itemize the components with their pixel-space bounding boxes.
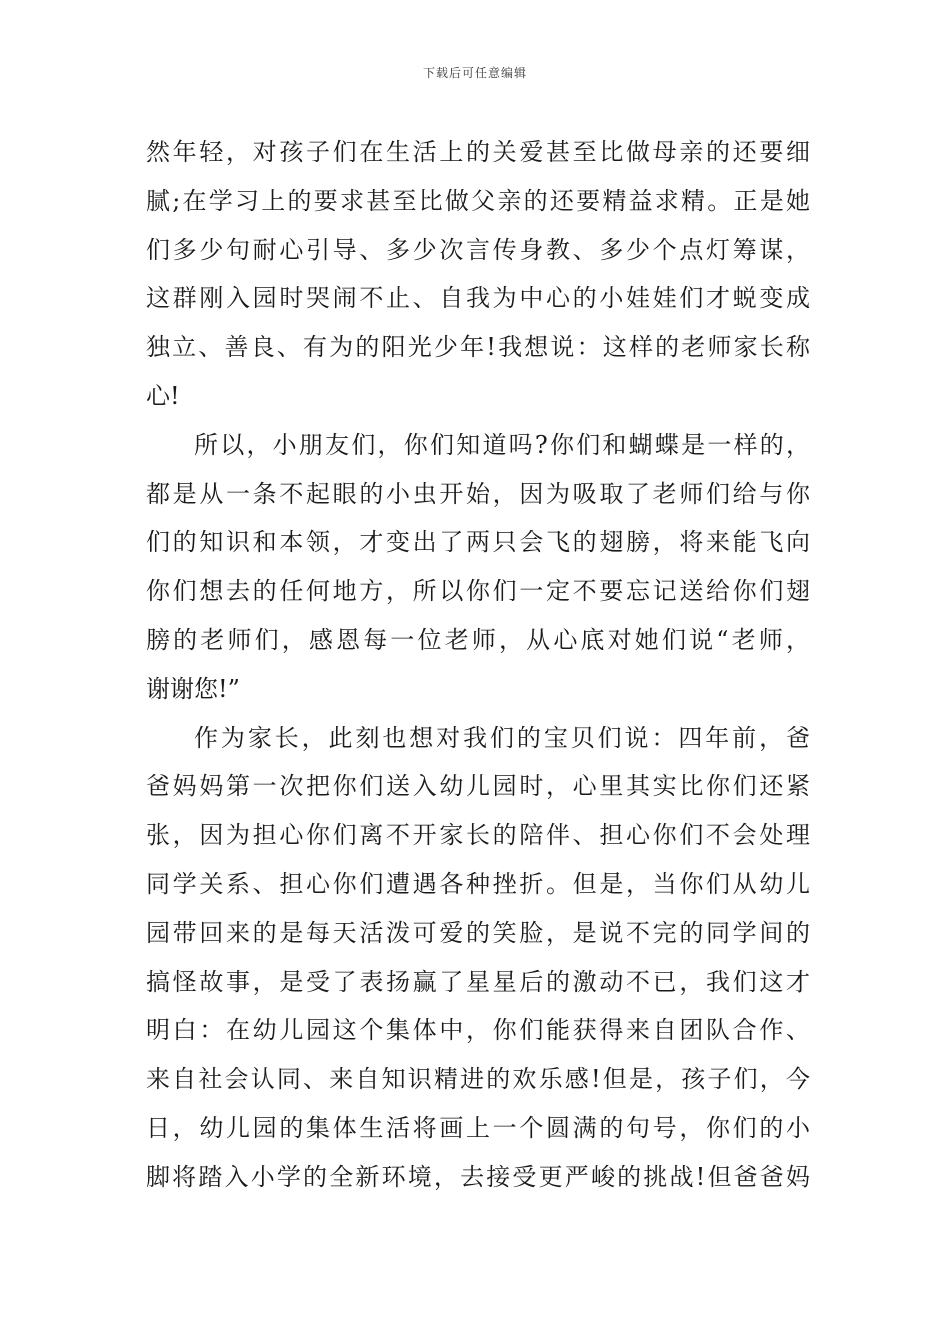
text-line: 谢谢您!” bbox=[146, 674, 240, 703]
text-line: 这群刚入园时哭闹不止、自我为中心的小娃娃们才蜕变成 bbox=[146, 284, 810, 313]
text-line: 都是从一条不起眼的小虫开始，因为吸取了老师们给与你 bbox=[146, 479, 810, 508]
text-line: 园带回来的是每天活泼可爱的笑脸，是说不完的同学间的 bbox=[146, 918, 810, 947]
text-line: 搞怪故事，是受了表扬赢了星星后的激动不已，我们这才 bbox=[146, 967, 810, 996]
text-line: 爸妈妈第一次把你们送入幼儿园时，心里其实比你们还紧 bbox=[146, 772, 810, 801]
text-line: 心! bbox=[146, 381, 180, 410]
text-line: 同学关系、担心你们遭遇各种挫折。但是，当你们从幼儿 bbox=[146, 869, 810, 898]
text-line: 你们想去的任何地方，所以你们一定不要忘记送给你们翅 bbox=[146, 577, 810, 606]
text-line: 腻;在学习上的要求甚至比做父亲的还要精益求精。正是她 bbox=[146, 186, 810, 215]
text-line: 膀的老师们，感恩每一位老师，从心底对她们说“老师， bbox=[146, 625, 810, 654]
text-line: 们多少句耐心引导、多少次言传身教、多少个点灯筹谋， bbox=[146, 235, 810, 264]
text-line: 来自社会认同、来自知识精进的欢乐感!但是，孩子们，今 bbox=[146, 1065, 810, 1094]
paragraph-first-line: 作为家长，此刻也想对我们的宝贝们说：四年前，爸 bbox=[194, 723, 810, 752]
text-line: 明白：在幼儿园这个集体中，你们能获得来自团队合作、 bbox=[146, 1016, 810, 1045]
text-line: 张，因为担心你们离不开家长的陪伴、担心你们不会处理 bbox=[146, 821, 810, 850]
paragraph-first-line: 所以，小朋友们，你们知道吗?你们和蝴蝶是一样的， bbox=[194, 430, 810, 459]
page-header: 下载后可任意编辑 bbox=[422, 66, 527, 80]
document-body bbox=[146, 128, 810, 1202]
text-line: 们的知识和本领，才变出了两只会飞的翅膀，将来能飞向 bbox=[146, 528, 810, 557]
text-line: 独立、善良、有为的阳光少年!我想说：这样的老师家长称 bbox=[146, 333, 810, 362]
text-line: 然年轻，对孩子们在生活上的关爱甚至比做母亲的还要细 bbox=[146, 138, 810, 166]
text-line: 脚将踏入小学的全新环境，去接受更严峻的挑战!但爸爸妈 bbox=[146, 1162, 810, 1191]
text-line: 日，幼儿园的集体生活将画上一个圆满的句号，你们的小 bbox=[146, 1113, 810, 1142]
